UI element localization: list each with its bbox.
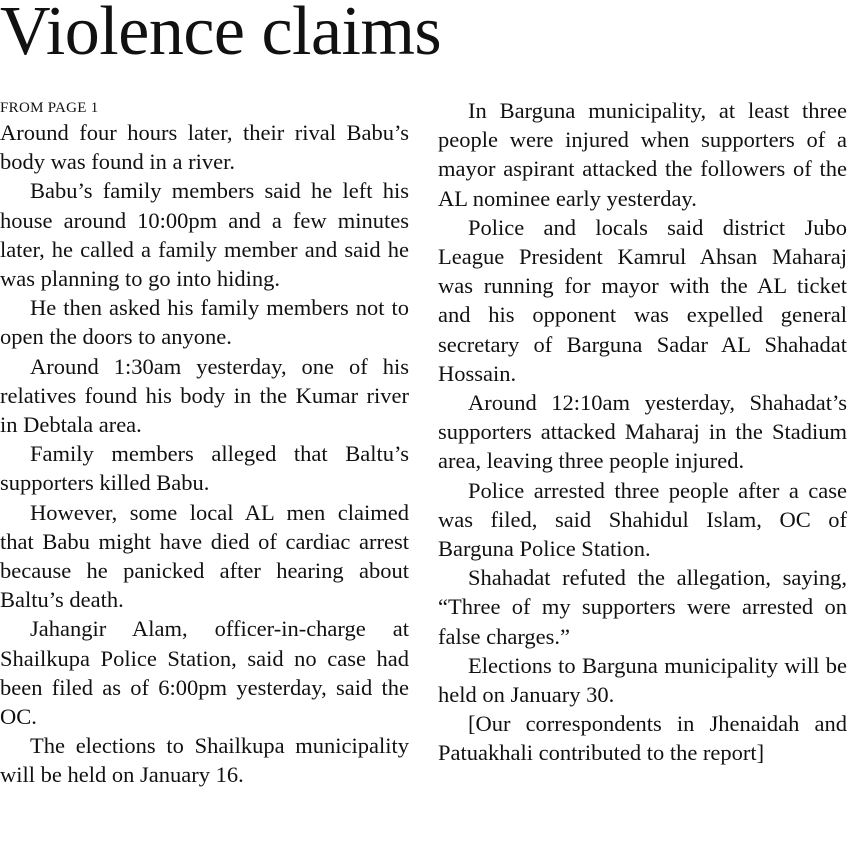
paragraph: The elections to Shailkupa municipality will be held on January 16. <box>0 733 409 788</box>
paragraph: Babu’s family members said he left his house around 10:00pm and a few minutes later, he called a family member and said he was planning to go into hiding. <box>0 178 409 292</box>
paragraph: He then asked his family members not to open the doors to anyone. <box>0 295 409 350</box>
paragraph: Elections to Barguna municipality will be held on January 30. <box>438 652 847 708</box>
paragraph: Police and locals said district Jubo League President Kamrul Ahsan Maharaj was running for mayor with the AL ticket and his opponent was expelled general secretary of Barguna Sadar AL Shahadat Hossain. <box>438 214 847 386</box>
paragraph: Shahadat refuted the allegation, saying, “Three of my supporters were arrested on false charges.” <box>438 565 847 649</box>
paragraph: Around four hours later, their rival Babu’s body was found in a river. <box>0 120 409 175</box>
paragraph: In Barguna municipality, at least three people were injured when supporters of a mayor aspirant attacked the followers of the AL nominee early yesterday. <box>438 98 847 211</box>
paragraph: Around 1:30am yesterday, one of his relatives found his body in the Kumar river in Debtala area. <box>0 353 409 438</box>
left-column <box>0 92 409 790</box>
paragraph: Police arrested three people after a case was filed, said Shahidul Islam, OC of Barguna Police Station. <box>438 477 847 562</box>
headline: Violence claims <box>0 0 442 70</box>
paragraph: [Our correspondents in Jhenaidah and Patuakhali contributed to the report] <box>438 711 847 766</box>
right-column <box>438 96 847 768</box>
paragraph: However, some local AL men claimed that Babu might have died of cardiac arrest because he panicked after hearing about Baltu’s death. <box>0 499 409 613</box>
continuation-kicker: FROM PAGE 1 <box>0 100 99 116</box>
paragraph: Family members alleged that Baltu’s supporters killed Babu. <box>0 441 409 496</box>
paragraph: Around 12:10am yesterday, Shahadat’s supporters attacked Maharaj in the Stadium area, leaving three people injured. <box>438 390 847 474</box>
paragraph: Jahangir Alam, officer-in-charge at Shailkupa Police Station, said no case had been filed as of 6:00pm yesterday, said the OC. <box>0 616 409 730</box>
